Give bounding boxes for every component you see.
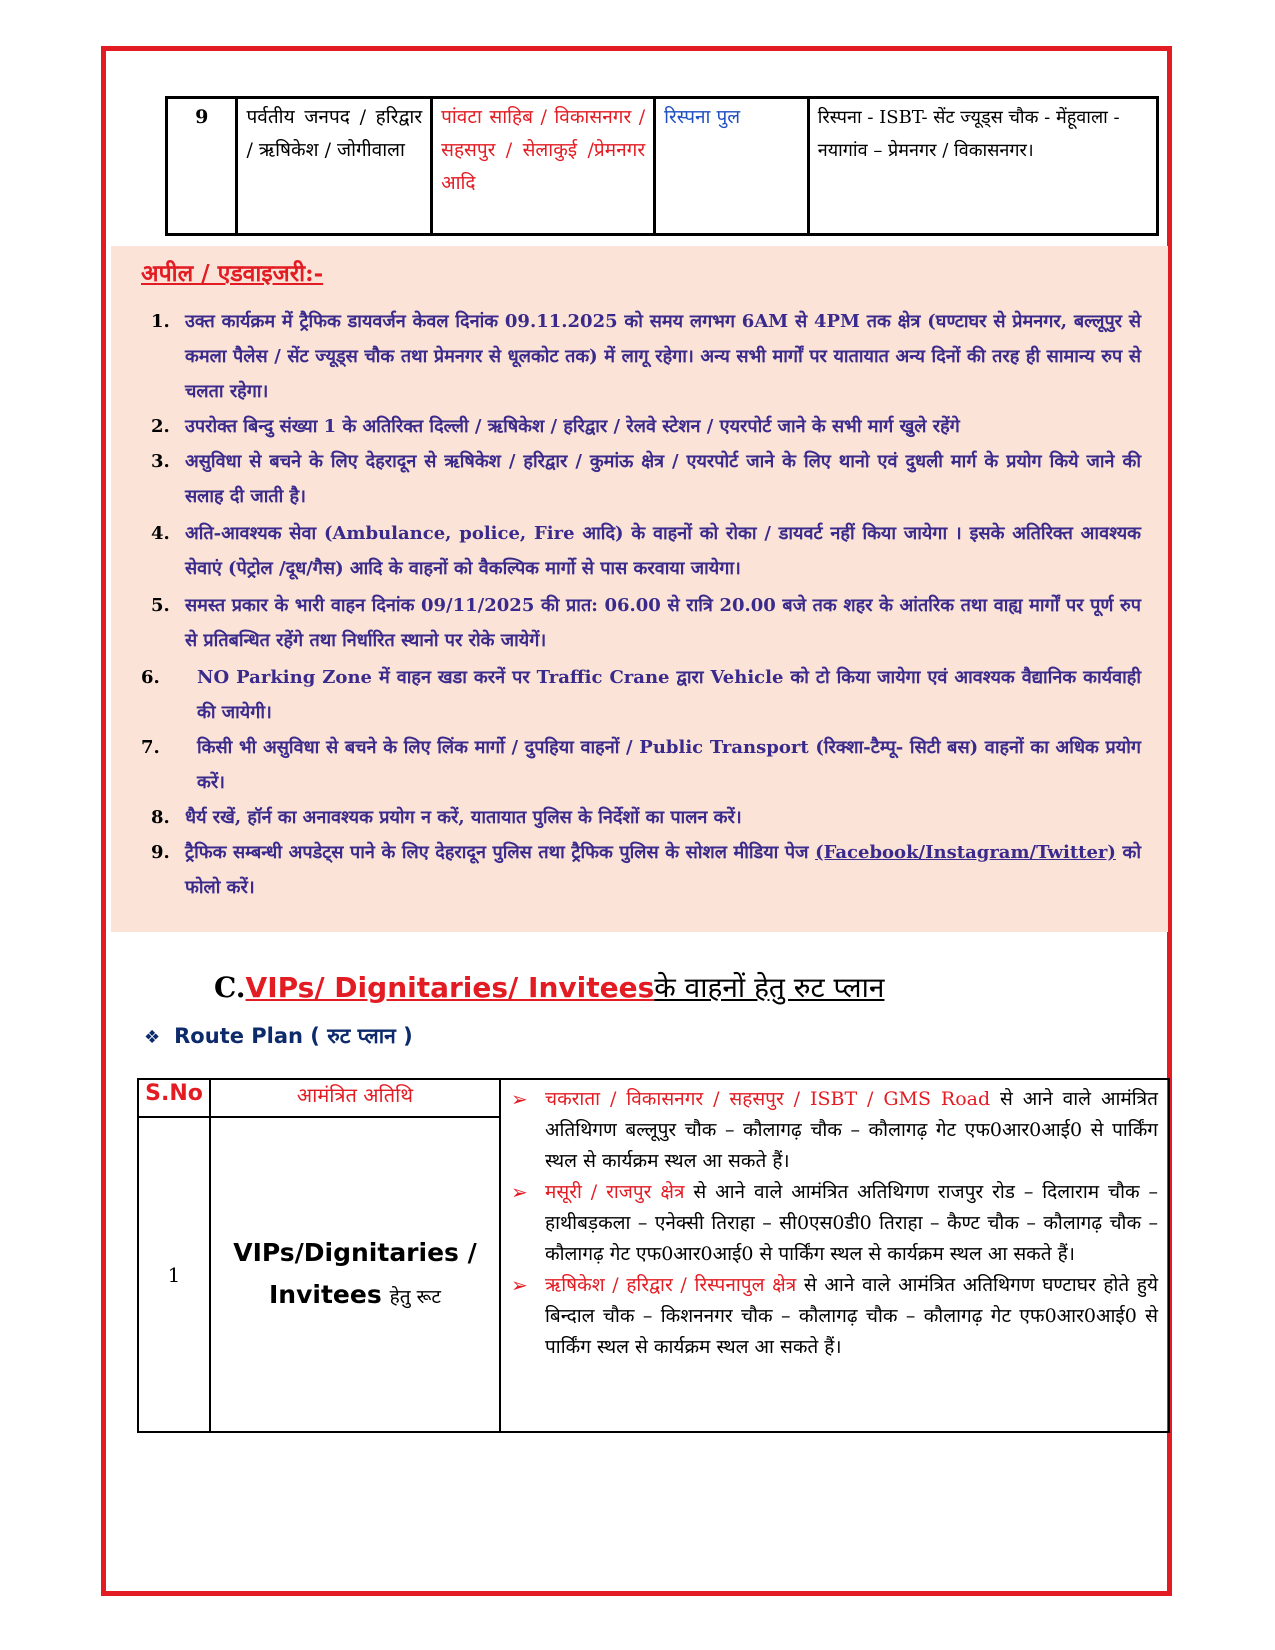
route-text: से आने वाले आमंत्रित अतिथिगण राजपुर रोड – दिलाराम चौक – हाथीबड़कला – एनेक्सी तिराहा – सी0एस0डी0 तिराहा – कैण्ट चौक – कौलागढ़ चौक – कौलागढ़ गेट एफ0आर0आई0 से पार्किंग स्थल से कार्यक्रम स्थल आ सकते हैं। <box>545 1181 1158 1265</box>
advisory-number: 9. <box>151 842 170 863</box>
arrow-bullet-icon: ➢ <box>511 1087 528 1111</box>
diversion-table <box>165 96 1159 236</box>
route-origin: चकराता / विकासनगर / सहसपुर / ISBT / GMS Road <box>545 1088 991 1110</box>
advisory-text: समस्त प्रकार के भारी वाहन दिनांक 09/11/2025 की प्रात: 06.00 से रात्रि 20.00 बजे तक शहर के आंतरिक तथा वाह्य मार्गों पर पूर्ण रुप से प्रतिबन्धित रहेंगे तथा निर्धारित स्थानो पर रोके जायेगें। <box>185 595 1141 651</box>
advisory-number: 4. <box>151 523 170 544</box>
advisory-box <box>111 246 1168 932</box>
route-origin: ऋषिकेश / हरिद्वार / रिस्पनापुल क्षेत्र <box>545 1274 797 1296</box>
route-cell: रिस्पना - ISBT- सेंट ज्यूड्स चौक - मेंहूवाला - नयागांव – प्रेमनगर / विकासनगर। <box>808 98 1157 235</box>
advisory-item <box>131 588 1141 658</box>
social-media-link[interactable]: (Facebook/Instagram/Twitter) <box>815 842 1116 863</box>
guest-category <box>210 1117 500 1432</box>
route-origin: मसूरी / राजपुर क्षेत्र <box>545 1181 685 1203</box>
advisory-item <box>131 444 1141 514</box>
origin-cell: पर्वतीय जनपद / हरिद्वार / ऋषिकेश / जोगीवाला <box>237 98 432 235</box>
route-item <box>511 1084 1158 1177</box>
advisory-text: ट्रैफिक सम्बन्धी अपडेट्स पाने के लिए देहरादून पुलिस तथा ट्रैफिक पुलिस के सोशल मीडिया पेज <box>185 842 809 863</box>
section-title-black: के वाहनों हेतु रुट प्लान <box>654 971 885 1004</box>
advisory-text: अति-आवश्यक सेवा (Ambulance, police, Fire आदि) के वाहनों को रोका / डायवर्ट नहीं किया जायेगा । इसके अतिरिक्त आवश्यक सेवाएं (पेट्रोल /दूध/गैस) आदि के वाहनों को वैकल्पिक मार्गो से पास करवाया जायेगा। <box>185 523 1141 579</box>
section-c-title <box>214 968 884 1006</box>
route-text: से आने वाले आमंत्रित अतिथिगण बल्लूपुर चौक – कौलागढ़ चौक – कौलागढ़ गेट एफ0आर0आई0 से पार्किंग स्थल से कार्यक्रम स्थल आ सकते हैं। <box>545 1088 1158 1172</box>
advisory-text: NO Parking Zone में वाहन खडा करनें पर Traffic Crane द्वारा Vehicle को टो किया जायेगा एवं आवश्यक वैद्यानिक कार्यवाही की जायेगी। <box>197 667 1141 723</box>
advisory-text-tail: को फोलो करें। <box>185 842 1141 898</box>
header-guest: आमंत्रित अतिथि <box>210 1079 500 1117</box>
advisory-heading: अपील / एडवाइजरी:- <box>141 260 324 287</box>
advisory-item <box>131 835 1141 905</box>
route-item <box>511 1270 1158 1363</box>
advisory-text: किसी भी असुविधा से बचने के लिए लिंक मार्गो / दुपहिया वाहनों / Public Transport (रिक्शा-टैम्पू- सिटी बस) वाहनों का अधिक प्रयोग करें। <box>197 737 1141 793</box>
route-plan-heading <box>144 1022 413 1050</box>
advisory-list <box>131 304 1141 905</box>
advisory-item <box>131 800 1141 835</box>
advisory-item <box>131 730 1141 800</box>
advisory-number: 7. <box>141 737 160 758</box>
guest-category-suffix: हेतु रूट <box>389 1285 441 1308</box>
advisory-item <box>131 409 1141 444</box>
route-plan-label: Route Plan ( रुट प्लान ) <box>174 1024 413 1048</box>
row-number: 9 <box>167 98 237 235</box>
section-title-red: VIPs/ Dignitaries/ Invitees <box>245 971 655 1004</box>
advisory-number: 2. <box>151 416 170 437</box>
diamond-bullet-icon: ❖ <box>144 1027 161 1048</box>
advisory-text: उक्त कार्यक्रम में ट्रैफिक डायवर्जन केवल दिनांक 09.11.2025 को समय लगभग 6AM से 4PM तक क्षेत्र (घण्टाघर से प्रेमनगर, बल्लूपुर से कमला पैलेस / सेंट ज्यूड्स चौक तथा प्रेमनगर से धूलकोट तक) में लागू रहेगा। अन्य सभी मार्गों पर यातायात अन्य दिनों की तरह ही सामान्य रुप से चलता रहेगा। <box>185 311 1142 402</box>
route-text: से आने वाले आमंत्रित अतिथिगण घण्टाघर होते हुये बिन्दाल चौक – किशननगर चौक – कौलागढ़ चौक – कौलागढ़ गेट एफ0आर0आई0 से पार्किंग स्थल से कार्यक्रम स्थल आ सकते हैं। <box>545 1274 1159 1358</box>
advisory-item <box>131 516 1141 586</box>
advisory-item <box>131 660 1141 730</box>
section-letter: C. <box>214 971 246 1004</box>
arrow-bullet-icon: ➢ <box>511 1180 528 1204</box>
advisory-number: 5. <box>151 595 170 616</box>
route-plan-table <box>137 1078 1170 1433</box>
advisory-text: उपरोक्त बिन्दु संख्या 1 के अतिरिक्त दिल्ली / ऋषिकेश / हरिद्वार / रेलवे स्टेशन / एयरपोर्ट जाने के सभी मार्ग खुले रहेंगे <box>185 416 960 437</box>
table-header-row <box>138 1079 1169 1117</box>
header-sno: S.No <box>138 1079 210 1117</box>
advisory-text: धैर्य रखें, हॉर्न का अनावश्यक प्रयोग न करें, यातायात पुलिस के निर्देशों का पालन करें। <box>185 807 742 828</box>
advisory-number: 8. <box>151 807 170 828</box>
routes-cell <box>500 1079 1169 1432</box>
destination-cell: पांवटा साहिब / विकासनगर / सहसपुर / सेलाकुई /प्रेमनगर आदि <box>432 98 655 235</box>
advisory-number: 3. <box>151 451 170 472</box>
advisory-item <box>131 304 1141 409</box>
route-item <box>511 1177 1158 1270</box>
row-number: 1 <box>138 1117 210 1432</box>
arrow-bullet-icon: ➢ <box>511 1273 528 1297</box>
guest-category-bold: VIPs/Dignitaries / Invitees <box>233 1237 477 1309</box>
table-row <box>167 98 1158 235</box>
diversion-point-cell: रिस्पना पुल <box>655 98 809 235</box>
advisory-number: 1. <box>151 311 170 332</box>
advisory-text: असुविधा से बचने के लिए देहरादून से ऋषिकेश / हरिद्वार / कुमांऊ क्षेत्र / एयरपोर्ट जाने के लिए थानो एवं दुधली मार्ग के प्रयोग किये जाने की सलाह दी जाती है। <box>185 451 1141 507</box>
advisory-number: 6. <box>141 667 160 688</box>
